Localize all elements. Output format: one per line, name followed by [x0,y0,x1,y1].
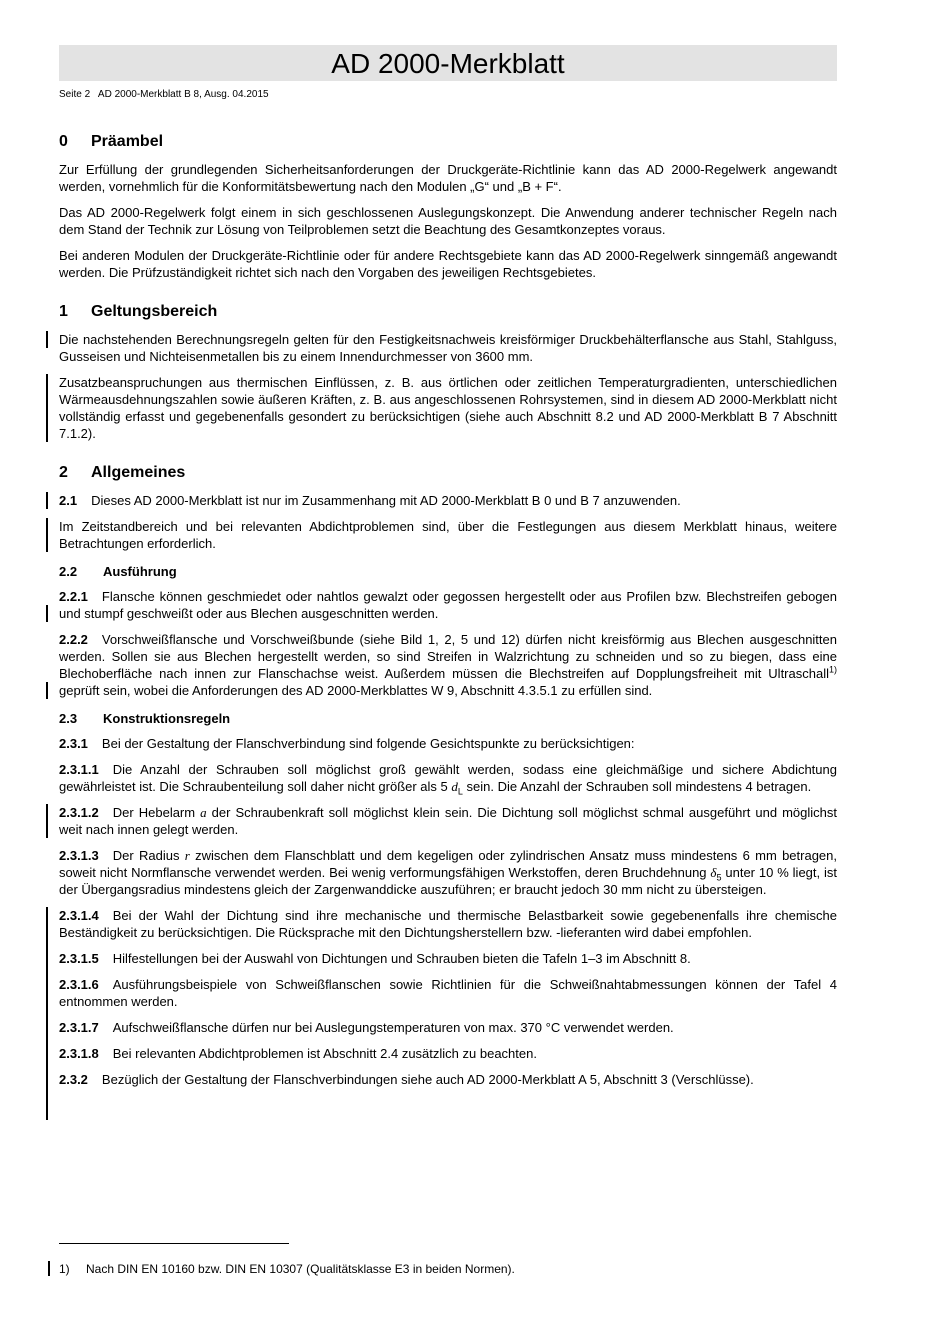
change-bar [48,1261,50,1276]
page-header-title: AD 2000-Merkblatt [59,45,837,81]
paragraph: Zur Erfüllung der grundlegenden Sicherheitsanforderungen der Druckgeräte-Richtlinie kann das AD 2000-Regelwerk angewandt werden, vornehmlich für die Konformitätsbewertung nach den Modulen „G“ und „B + F“. [59,162,837,194]
page-meta: Seite 2 AD 2000-Merkblatt B 8, Ausg. 04.2015 [59,89,269,100]
paragraph: Im Zeitstandbereich und bei relevanten Abdichtproblemen sind, über die Festlegungen aus diesem Merkblatt hinaus, weitere Betrachtungen erforderlich. [59,518,837,552]
paragraph: 2.3.2 Bezüglich der Gestaltung der Flanschverbindungen siehe auch AD 2000-Merkblatt A 5, Abschnitt 3 (Verschlüsse). [59,1072,754,1087]
paragraph: 2.3.1.3 Der Radius r zwischen dem Flanschblatt und dem kegeligen oder zylindrischen Ansatz muss mindestens 6 mm betragen, soweit nicht Normflansche verwendet werden. Bei wenig verformungsfähigen Werkstoffen, deren Bruchdehnung $\delta_5$ unter 10 % liegt, ist der Übergangsradius mindestens gleich der Zargenwanddicke auszuführen; er braucht jedoch 30 mm nicht zu übersteigen. [59,848,838,897]
paragraph: Zusatzbeanspruchungen aus thermischen Einflüssen, z. B. aus örtlichen oder zeitlichen Temperaturgradienten, unterschiedlichen Wärmeausdehnungszahlen sowie äußeren Kräften, z. B. aus angeschlossenen Rohrsystemen, sind in diesem AD 2000-Merkblatt nicht vollständig erfasst und gegebenenfalls gesondert zu berücksichtigen (siehe auch Abschnitt 8.2 und AD 2000-Merkblatt B 7 Abschnitt 7.1.2). [59,374,837,442]
footnote-ref: 1) [828,664,837,675]
change-bar [46,374,48,442]
paragraph: 2.1 Dieses AD 2000-Merkblatt ist nur im Zusammenhang mit AD 2000-Merkblatt B 0 und B 7 anzuwenden. [59,492,837,509]
paragraph: 2.3.1.1 Die Anzahl der Schrauben soll möglichst groß gewählt werden, sodass eine gleichmäßige und sichere Abdichtung gewährleistet ist. Die Schraubenteilung soll daher nicht größer als 5 $d_L$ sein. Die Anzahl der Schrauben soll mindestens 4 betragen. [59,762,837,797]
change-bar [46,492,48,509]
footnote-divider [59,1243,289,1244]
paragraph: 2.3.1.7 Aufschweißflansche dürfen nur bei Auslegungstemperaturen von max. 370 °C verwendet werden. [59,1020,674,1035]
paragraph: 2.3.1 Bei der Gestaltung der Flanschverbindung sind folgende Gesichtspunkte zu berücksichtigen: [59,736,635,751]
subsection-heading: 2.3 Konstruktionsregeln [59,711,231,726]
paragraph: Das AD 2000-Regelwerk folgt einem in sich geschlossenen Auslegungskonzept. Die Anwendung anderer technischer Regeln nach dem Stand der Technik zur Lösung von Teilproblemen setzt die Beachtung des Gesamtkonzeptes voraus. [59,205,837,237]
paragraph: Die nachstehenden Berechnungsregeln gelten für den Festigkeitsnachweis kreisförmiger Druckbehälterflansche aus Stahl, Stahlguss, Gusseisen und Nichteisenmetallen bis zu einem Innendurchmesser von 3600 mm. [59,331,837,365]
document-body [59,133,837,1097]
paragraph: 2.2.2 Vorschweißflansche und Vorschweißbunde (siehe Bild 1, 2, 5 und 12) dürfen nicht kreisförmig aus Blechen ausgeschnitten werden. Sollen sie aus Blechen hergestellt werden, so sind Streifen in Walzrichtung zu schneiden und so zu biegen, dass eine Blechoberfläche nach innen zur Flanschachse weist. Außerdem müssen die Blechstreifen auf Dopplungsfreiheit mit Ultraschall$^{1)}$ geprüft sein, wobei die Anforderungen des AD 2000-Merkblattes W 9, Abschnitt 4.3.5.1 zu erfüllen sind. [59,631,837,699]
paragraph: 2.3.1.8 Bei relevanten Abdichtproblemen ist Abschnitt 2.4 zusätzlich zu beachten. [59,1046,537,1061]
paragraph: 2.3.1.6 Ausführungsbeispiele von Schweißflanschen sowie Richtlinien für die Schweißnahtabmessungen können der Tafel 4 entnommen werden. [59,977,837,1009]
footnote: 1) Nach DIN EN 10160 bzw. DIN EN 10307 (Qualitätsklasse E3 in beiden Normen). [59,1261,515,1277]
paragraph: 2.2.1 Flansche können geschmiedet oder nahtlos gewalzt oder gegossen hergestellt oder aus Profilen bzw. Blechstreifen gebogen und stumpf geschweißt oder aus Blechen ausgeschnitten werden. [59,588,837,622]
change-bar [46,605,48,622]
paragraph: 2.3.1.4 Bei der Wahl der Dichtung sind ihre mechanische und thermische Belastbarkeit sowie gegebenenfalls ihre chemische Beständigkeit zu berücksichtigen. Die Rücksprache mit den Dichtungsherstellern bzw. -lieferanten wird dabei empfohlen. [59,907,837,941]
change-bar [46,907,48,1120]
paragraph: 2.3.1.2 Der Hebelarm a der Schraubenkraft soll möglichst klein sein. Die Dichtung soll möglichst schmal ausgeführt und möglichst weit nach innen gelegt werden. [59,804,837,838]
section-0-heading: 0 Präambel [59,133,164,150]
change-bar [46,682,48,699]
section-2-heading: 2 Allgemeines [59,464,186,481]
paragraph: 2.3.1.5 Hilfestellungen bei der Auswahl von Dichtungen und Schrauben bieten die Tafeln 1–3 im Abschnitt 8. [59,951,691,966]
subsection-heading: 2.2 Ausführung [59,564,177,579]
paragraph: Bei anderen Modulen der Druckgeräte-Richtlinie oder für andere Rechtsgebiete kann das AD 2000-Regelwerk sinngemäß angewandt werden. Die Prüfzuständigkeit richtet sich nach den Vorgaben des jeweiligen Rechtsgebietes. [59,248,837,280]
section-1-heading: 1 Geltungsbereich [59,303,218,320]
change-bar [46,804,48,838]
change-bar [46,518,48,552]
change-bar [46,331,48,348]
